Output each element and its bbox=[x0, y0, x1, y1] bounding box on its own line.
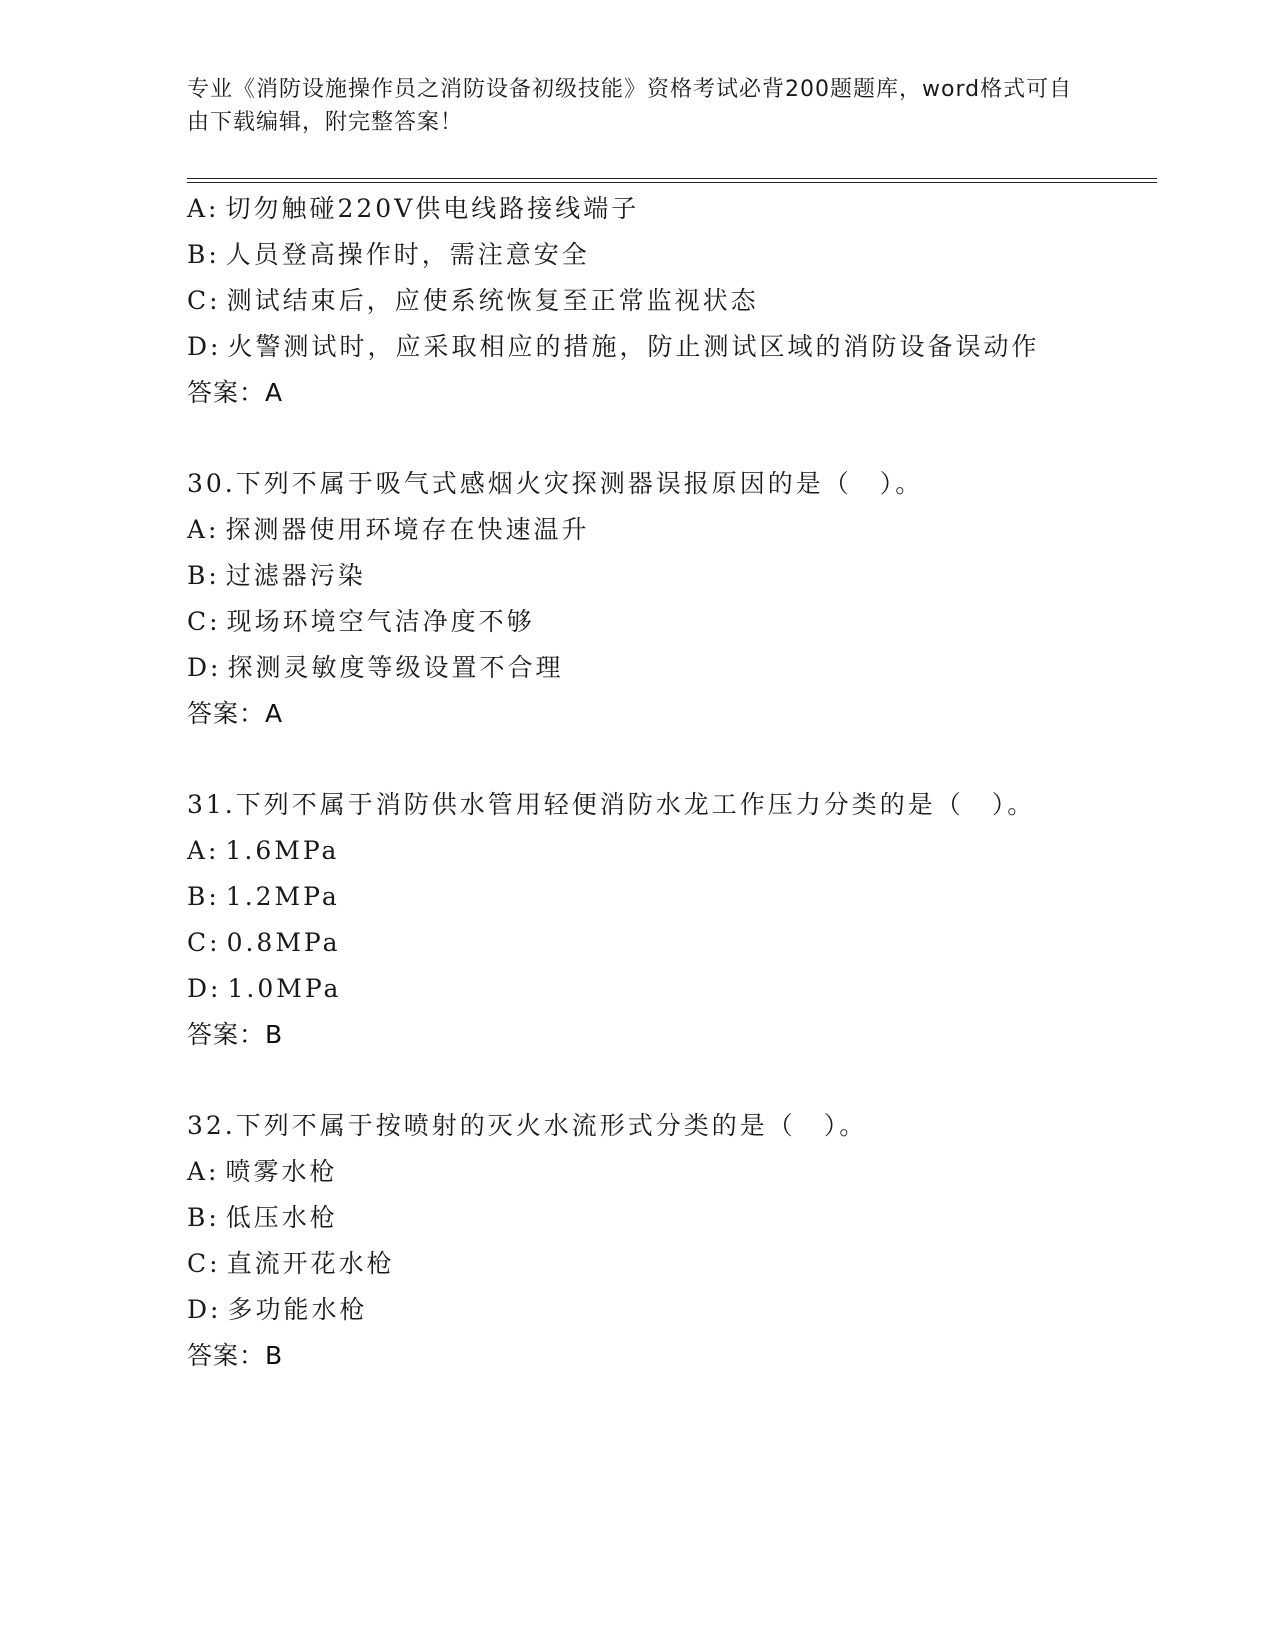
option-d bbox=[187, 645, 1157, 691]
question-stem: 30.下列不属于吸气式感烟火灾探测器误报原因的是（ ）。 bbox=[187, 469, 924, 498]
option-d bbox=[187, 324, 1157, 370]
option-d bbox=[187, 966, 1157, 1012]
option-letter: B: bbox=[187, 1203, 220, 1232]
option-c bbox=[187, 599, 1157, 645]
option-a bbox=[187, 507, 1157, 553]
option-a bbox=[187, 1149, 1157, 1195]
option-text: 探测器使用环境存在快速温升 bbox=[225, 515, 590, 544]
option-letter: B: bbox=[187, 240, 220, 269]
option-c bbox=[187, 1241, 1157, 1287]
option-text: 测试结束后，应使系统恢复至正常监视状态 bbox=[226, 286, 759, 315]
option-text: 人员登高操作时，需注意安全 bbox=[225, 240, 590, 269]
option-letter: C: bbox=[187, 607, 221, 636]
option-b bbox=[187, 232, 1157, 278]
option-text: 现场环境空气洁净度不够 bbox=[226, 607, 535, 636]
option-letter: D: bbox=[187, 974, 222, 1003]
option-text: 多功能水枪 bbox=[227, 1295, 368, 1324]
option-a bbox=[187, 828, 1157, 874]
answer-line: 答案：B bbox=[187, 1341, 284, 1370]
option-letter: B: bbox=[187, 561, 220, 590]
header-divider-top bbox=[187, 178, 1157, 179]
answer-line: 答案：A bbox=[187, 699, 284, 728]
question-block-32 bbox=[187, 1103, 1157, 1379]
option-d bbox=[187, 1287, 1157, 1333]
option-letter: D: bbox=[187, 653, 222, 682]
option-text: 直流开花水枪 bbox=[226, 1249, 395, 1278]
question-content bbox=[187, 186, 1157, 1379]
option-letter: C: bbox=[187, 928, 221, 957]
option-c bbox=[187, 278, 1157, 324]
option-letter: A: bbox=[187, 836, 220, 865]
option-text: 1.0MPa bbox=[227, 974, 342, 1003]
question-block-30 bbox=[187, 461, 1157, 737]
document-header: 专业《消防设施操作员之消防设备初级技能》资格考试必背200题题库，word格式可自由下载编辑，附完整答案！ bbox=[187, 77, 1073, 135]
question-block-prev bbox=[187, 186, 1157, 416]
question-stem: 32.下列不属于按喷射的灭火水流形式分类的是（ ）。 bbox=[187, 1111, 868, 1140]
option-b bbox=[187, 1195, 1157, 1241]
question-stem: 31.下列不属于消防供水管用轻便消防水龙工作压力分类的是（ ）。 bbox=[187, 790, 1036, 819]
option-a bbox=[187, 186, 1157, 232]
option-text: 1.6MPa bbox=[225, 836, 340, 865]
option-letter: A: bbox=[187, 515, 220, 544]
option-letter: B: bbox=[187, 882, 220, 911]
option-letter: D: bbox=[187, 1295, 222, 1324]
option-text: 喷雾水枪 bbox=[225, 1157, 338, 1186]
option-text: 低压水枪 bbox=[225, 1203, 338, 1232]
option-b bbox=[187, 553, 1157, 599]
option-text: 探测灵敏度等级设置不合理 bbox=[227, 653, 564, 682]
header-divider-bottom bbox=[187, 182, 1157, 183]
option-text: 1.2MPa bbox=[225, 882, 340, 911]
answer-line: 答案：B bbox=[187, 1020, 284, 1049]
option-text: 火警测试时，应采取相应的措施，防止测试区域的消防设备误动作 bbox=[227, 332, 1040, 361]
option-letter: D: bbox=[187, 332, 222, 361]
option-text: 过滤器污染 bbox=[225, 561, 366, 590]
option-letter: C: bbox=[187, 1249, 221, 1278]
option-letter: A: bbox=[187, 194, 220, 223]
option-letter: C: bbox=[187, 286, 221, 315]
option-text: 切勿触碰220V供电线路接线端子 bbox=[225, 194, 640, 223]
option-c bbox=[187, 920, 1157, 966]
option-b bbox=[187, 874, 1157, 920]
option-letter: A: bbox=[187, 1157, 220, 1186]
answer-line: 答案：A bbox=[187, 378, 284, 407]
option-text: 0.8MPa bbox=[226, 928, 341, 957]
question-block-31 bbox=[187, 782, 1157, 1058]
